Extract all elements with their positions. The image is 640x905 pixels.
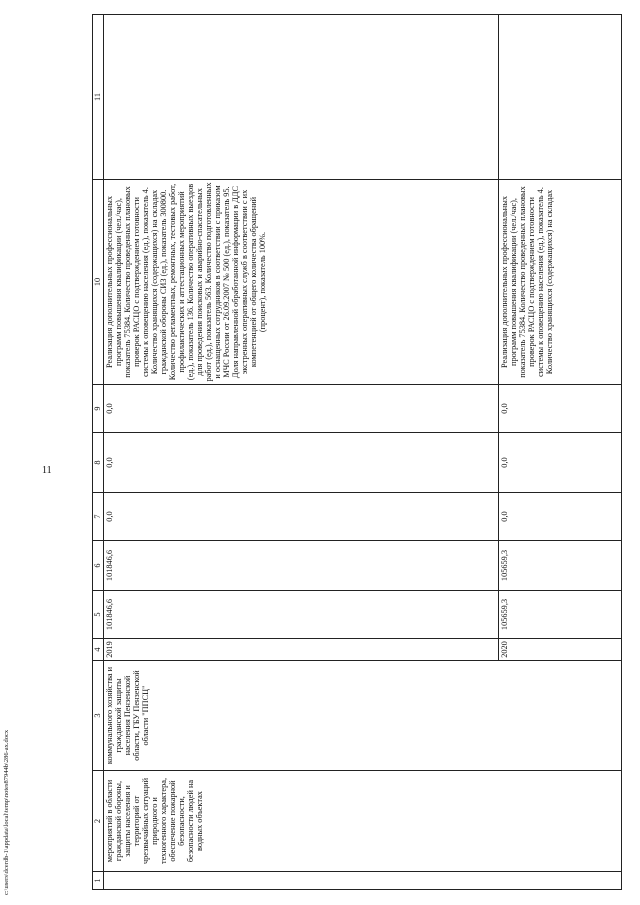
col-header-4: 4 xyxy=(93,639,104,661)
footer-file-path: c:\users\dcerdb-1\appdata\local\temp\notes87944b\286-ax.docx xyxy=(3,729,10,895)
program-table xyxy=(92,14,622,890)
cell-regional: 105659,3 xyxy=(499,541,622,591)
col-header-10: 10 xyxy=(93,180,104,385)
cell-federal: 0,0 xyxy=(499,493,622,541)
rotated-table-area xyxy=(92,15,622,890)
cell-col11 xyxy=(499,15,622,180)
col-header-2: 2 xyxy=(93,771,104,872)
cell-indicators: Реализация дополнительных профессиональных программ повышения квалификации (чел./час), показатель 75384. Количество проведенных плановых проверок РАСЦО с подтверждением готовности системы к оповещению населения (ед.), показатель 4. Количество хранящихся (содержащихся) на складах гражданской обороны СИЗ (ед.), показатель 300800. Количество регламентных, ремонтных, тестовых работ, профилактических и аттестационных мероприятий (ед.), показатель 136. Количество оперативных выездов для проведения поисковых и аварийно-спасательных работ (ед.), показатель 563. Количество подготовленных и оснащенных сотрудников в соответствии с приказом МЧС России от 26.09.2007 № 500 (ед.), показатель 95. Доля направленной обработанной информации в ДДС экстренных оперативных служб в соответствии с их компетенцией от общего количества обращений (процент), показатель 100%. xyxy=(104,180,499,385)
page-number: 11 xyxy=(42,465,52,476)
cell-federal: 0,0 xyxy=(104,493,499,541)
table-row xyxy=(104,15,499,890)
col-header-9: 9 xyxy=(93,385,104,433)
cell-col11 xyxy=(104,15,499,180)
cell-regional: 101846,6 xyxy=(104,541,499,591)
cell-col1 xyxy=(104,872,622,890)
cell-activity: мероприятий в области гражданской обороны, защиты населения и территорий от чрезвычайных ситуаций природного и техногенного характера, обеспечение пожарной безопасности, безопасности людей на водных объектах xyxy=(104,771,622,872)
cell-total: 105659,3 xyxy=(499,591,622,639)
cell-other: 0,0 xyxy=(499,385,622,433)
col-header-5: 5 xyxy=(93,591,104,639)
cell-other: 0,0 xyxy=(104,385,499,433)
cell-year: 2020 xyxy=(499,639,622,661)
cell-executor: коммунального хозяйства и гражданской защиты населения Пензенской области, ГБУ Пензенской области "ППСЦ" xyxy=(104,661,622,771)
col-header-3: 3 xyxy=(93,661,104,771)
cell-local: 0,0 xyxy=(104,433,499,493)
cell-indicators: Реализация дополнительных профессиональных программ повышения квалификации (чел./час), показатель 75384. Количество проведенных плановых проверок РАСЦО с подтверждением готовности системы к оповещению населения (ед.), показатель 4. Количество хранящихся (содержащихся) на складах xyxy=(499,180,622,385)
cell-year: 2019 xyxy=(104,639,499,661)
col-header-6: 6 xyxy=(93,541,104,591)
col-header-11: 11 xyxy=(93,15,104,180)
col-header-7: 7 xyxy=(93,493,104,541)
cell-total: 101846,6 xyxy=(104,591,499,639)
col-header-8: 8 xyxy=(93,433,104,493)
col-header-1: 1 xyxy=(93,872,104,890)
cell-local: 0,0 xyxy=(499,433,622,493)
header-row xyxy=(93,15,104,890)
